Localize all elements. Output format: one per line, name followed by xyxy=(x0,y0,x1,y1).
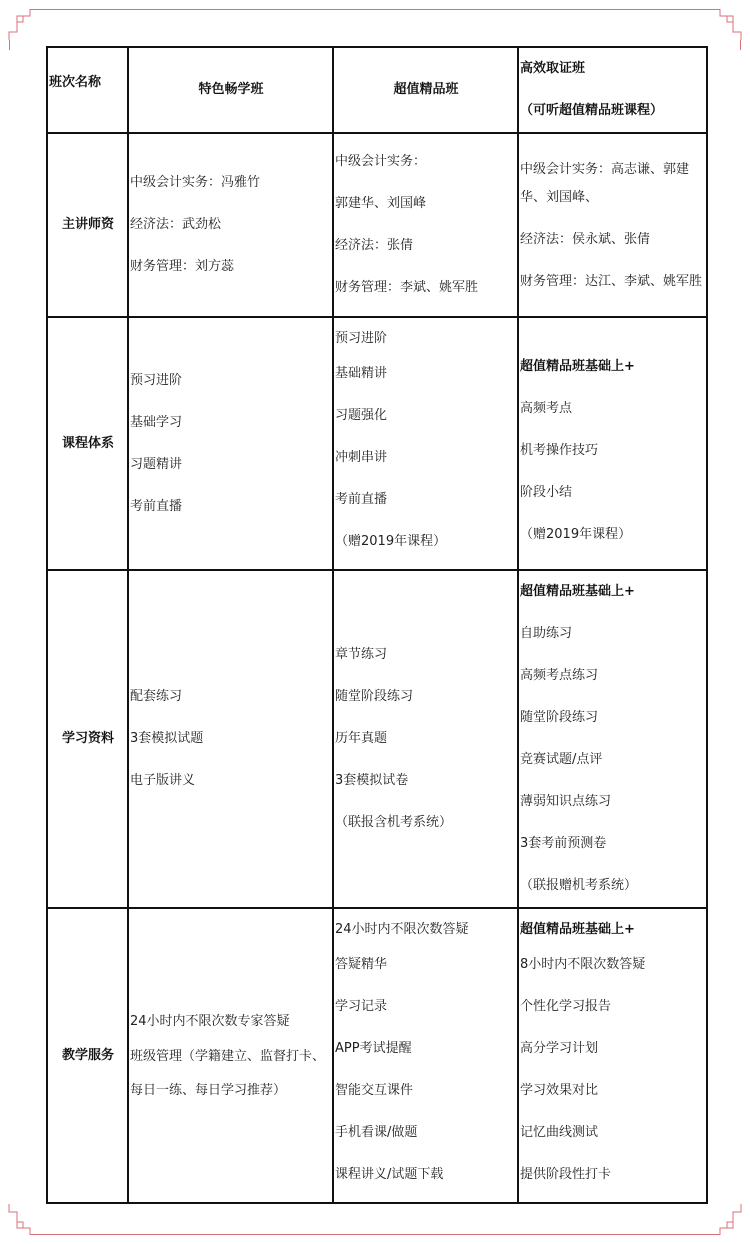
list-item: （联报赠机考系统） xyxy=(520,878,638,893)
list-item: （赠2019年课程） xyxy=(335,533,447,549)
list-item: 手机看课/做题 xyxy=(335,1124,418,1140)
courses-premium xyxy=(333,317,518,570)
class-comparison-table xyxy=(46,46,708,1204)
header-class-name: 班次名称 xyxy=(47,47,128,133)
list-item: 中级会计实务：高志谦、郭建华、刘国峰、 xyxy=(520,162,690,205)
list-item: 中级会计实务： xyxy=(335,154,427,169)
list-item: 基础学习 xyxy=(130,414,183,430)
list-item: 习题强化 xyxy=(335,407,388,423)
teachers-premium xyxy=(333,133,518,317)
list-heading: 超值精品班基础上+ xyxy=(520,358,635,374)
list-item: 学习记录 xyxy=(335,998,388,1014)
materials-featured xyxy=(128,570,333,908)
list-item: 冲刺串讲 xyxy=(335,449,388,465)
list-item: 薄弱知识点练习 xyxy=(520,794,612,809)
list-item: 经济法：张倩 xyxy=(335,238,414,253)
table-row-service xyxy=(47,908,707,1203)
table-header-row xyxy=(47,47,707,133)
list-item: 阶段小结 xyxy=(520,484,573,500)
list-item: 财务管理：李斌、姚军胜 xyxy=(335,280,479,295)
list-item: 随堂阶段练习 xyxy=(335,689,414,704)
list-item: 随堂阶段练习 xyxy=(520,710,599,725)
row-label-teachers: 主讲师资 xyxy=(47,133,128,317)
list-item: 答疑精华 xyxy=(335,956,388,972)
list-item: APP考试提醒 xyxy=(335,1040,412,1056)
header-certification-title: 高效取证班 xyxy=(520,61,586,76)
list-heading: 超值精品班基础上+ xyxy=(520,584,635,599)
header-certification-note: （可听超值精品班课程） xyxy=(520,103,664,118)
frame-bottom-line xyxy=(30,1234,720,1235)
list-item: 24小时内不限次数答疑 xyxy=(335,921,469,937)
list-item: 郭建华、刘国峰 xyxy=(335,196,427,211)
table-row-teachers xyxy=(47,133,707,317)
service-premium xyxy=(333,908,518,1203)
list-item: 预习进阶 xyxy=(130,372,183,388)
corner-ornament-bottom-left xyxy=(0,1204,40,1244)
materials-certification xyxy=(518,570,707,908)
list-item: 班级管理（学籍建立、监督打卡、每日一练、每日学习推荐） xyxy=(130,1048,326,1098)
teachers-certification xyxy=(518,133,707,317)
frame-top-line xyxy=(30,9,720,10)
corner-ornament-top-right xyxy=(710,0,750,40)
header-featured-class: 特色畅学班 xyxy=(128,47,333,133)
list-item: 考前直播 xyxy=(335,491,388,507)
frame-left-vertical xyxy=(9,40,10,50)
list-item: 章节练习 xyxy=(335,647,388,662)
list-item: 配套练习 xyxy=(130,689,183,704)
list-item: 竞赛试题/点评 xyxy=(520,752,603,767)
table-row-materials xyxy=(47,570,707,908)
list-item: 基础精讲 xyxy=(335,365,388,381)
list-item: 个性化学习报告 xyxy=(520,998,612,1014)
service-certification xyxy=(518,908,707,1203)
list-item: 自助练习 xyxy=(520,626,573,641)
teachers-featured xyxy=(128,133,333,317)
service-featured xyxy=(128,908,333,1203)
list-item: 学习效果对比 xyxy=(520,1082,599,1098)
list-item: 课程讲义/试题下载 xyxy=(335,1166,444,1182)
list-item: 3套模拟试卷 xyxy=(335,773,409,788)
row-label-materials: 学习资料 xyxy=(47,570,128,908)
courses-certification xyxy=(518,317,707,570)
header-certification-class xyxy=(518,47,707,133)
list-item: 高分学习计划 xyxy=(520,1040,599,1056)
list-item: 8小时内不限次数答疑 xyxy=(520,956,646,972)
list-item: 经济法：侯永斌、张倩 xyxy=(520,232,651,247)
list-item: 预习进阶 xyxy=(335,330,388,346)
list-item: 高频考点 xyxy=(520,400,573,416)
row-label-service: 教学服务 xyxy=(47,908,128,1203)
header-premium-class: 超值精品班 xyxy=(333,47,518,133)
list-item: 机考操作技巧 xyxy=(520,442,599,458)
list-item: 高频考点练习 xyxy=(520,668,599,683)
courses-featured xyxy=(128,317,333,570)
list-item: 24小时内不限次数专家答疑 xyxy=(130,1013,290,1029)
list-heading: 超值精品班基础上+ xyxy=(520,921,635,937)
list-item: 3套考前预测卷 xyxy=(520,836,607,851)
corner-ornament-bottom-right xyxy=(710,1204,750,1244)
list-item: 中级会计实务：冯雅竹 xyxy=(130,175,261,190)
list-item: （联报含机考系统） xyxy=(335,815,453,830)
list-item: 3套模拟试题 xyxy=(130,731,204,746)
list-item: 提供阶段性打卡 xyxy=(520,1166,612,1182)
list-item: 考前直播 xyxy=(130,498,183,514)
corner-ornament-top-left xyxy=(0,0,40,40)
row-label-courses: 课程体系 xyxy=(47,317,128,570)
frame-right-vertical xyxy=(740,40,741,50)
list-item: （赠2019年课程） xyxy=(520,526,632,542)
list-item: 财务管理：刘方蕊 xyxy=(130,259,235,274)
table-row-courses xyxy=(47,317,707,570)
materials-premium xyxy=(333,570,518,908)
list-item: 习题精讲 xyxy=(130,456,183,472)
list-item: 经济法：武劲松 xyxy=(130,217,222,232)
list-item: 智能交互课件 xyxy=(335,1082,414,1098)
list-item: 财务管理：达江、李斌、姚军胜 xyxy=(520,274,703,289)
list-item: 历年真题 xyxy=(335,731,388,746)
list-item: 记忆曲线测试 xyxy=(520,1124,599,1140)
list-item: 电子版讲义 xyxy=(130,773,196,788)
